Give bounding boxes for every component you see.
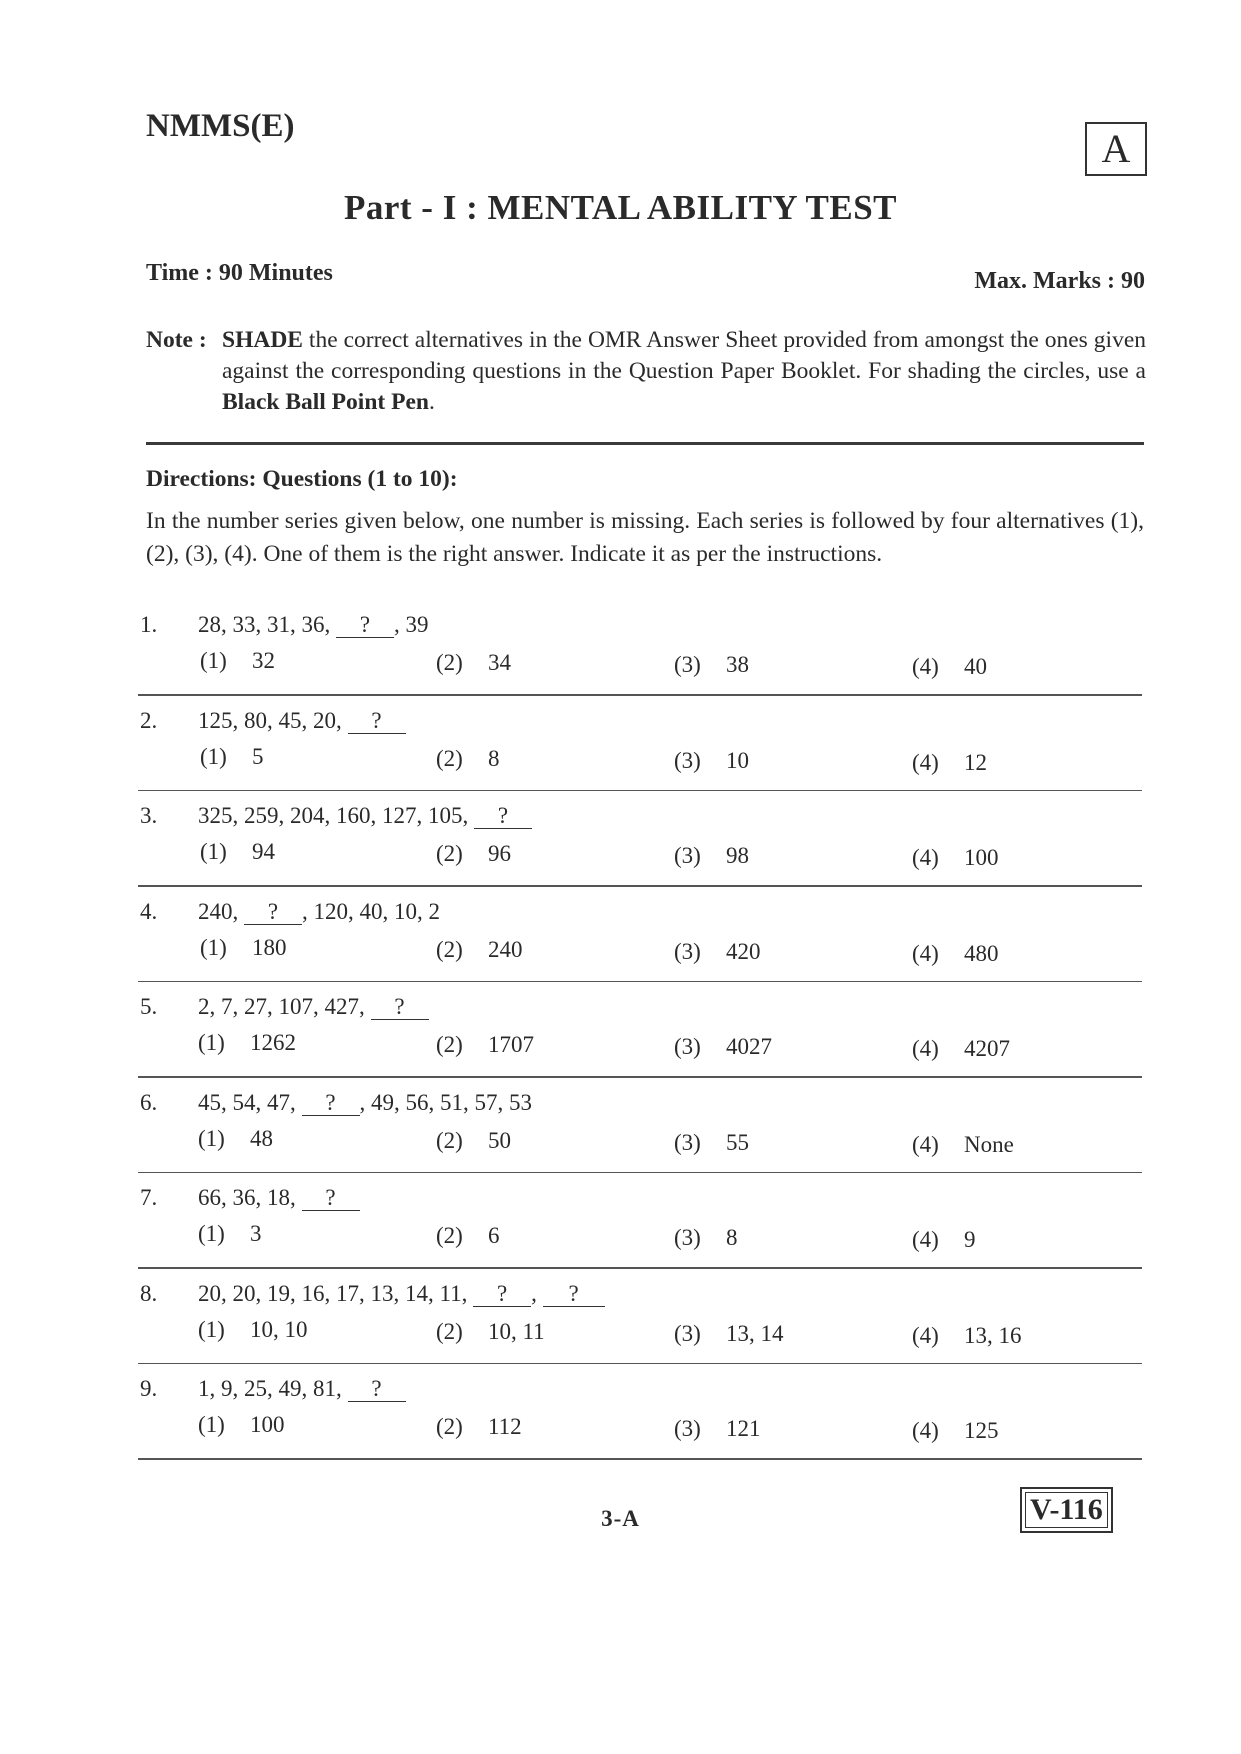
option-label: (1) [200,648,227,673]
option-3 [674,1416,761,1442]
option-value: 8 [726,1225,738,1250]
option-value: 40 [964,654,987,679]
question-divider [138,1363,1142,1365]
option-4 [912,1418,999,1444]
question-number: 3. [140,803,158,828]
option-value: 5 [252,743,264,769]
number-series [198,1185,360,1211]
series-text-after: , 120, 40, 10, 2 [302,898,440,924]
option-label: (1) [198,1412,225,1437]
option-1 [198,1412,285,1438]
option-label: (3) [674,652,701,677]
missing-term-blank: ? [302,1186,360,1211]
set-letter: A [1101,125,1131,171]
number-series [198,899,440,925]
option-value: 32 [252,648,275,673]
series-text: 20, 20, 19, 16, 17, 13, 14, 11, [198,1280,474,1306]
option-value: 96 [488,841,511,866]
question-number: 9. [140,1376,158,1401]
page-title: Part - I : MENTAL ABILITY TEST [343,188,898,227]
question-divider [138,790,1142,792]
missing-term-blank: ? [244,900,302,925]
option-3 [674,652,749,678]
version-code: V-116 [1020,1487,1113,1533]
question-item [138,1185,1142,1280]
question-item [138,1281,1142,1376]
option-label: (3) [674,747,701,773]
option-2 [436,1319,545,1345]
option-value: 94 [252,839,275,864]
option-label: (4) [912,1131,939,1157]
number-series [198,803,532,829]
option-label: (1) [200,743,227,769]
option-label: (2) [436,1318,463,1344]
option-label: (2) [436,745,463,771]
option-1 [200,744,264,770]
option-value: 4207 [964,1036,1010,1061]
option-value: 100 [250,1412,285,1437]
option-value: 180 [252,934,287,960]
option-value: 98 [726,843,749,868]
question-item [138,803,1142,898]
question-number: 4. [140,898,158,924]
option-value: 125 [964,1418,999,1443]
option-label: (1) [198,1125,225,1151]
option-4 [912,1227,976,1253]
series-text: 28, 33, 31, 36, [198,612,336,637]
option-3 [674,1321,784,1347]
missing-term-blank-2: ? [543,1282,605,1307]
option-4 [912,941,999,967]
option-label: (4) [912,1322,939,1348]
series-text: 66, 36, 18, [198,1185,302,1210]
missing-term-blank: ? [474,804,532,829]
question-divider [138,1267,1142,1269]
option-label: (3) [674,1225,701,1250]
option-3 [674,1130,749,1156]
series-text: 1, 9, 25, 49, 81, [198,1376,348,1401]
option-value: 420 [726,938,761,964]
option-3 [674,843,749,869]
option-label: (4) [912,749,939,775]
option-2 [436,1128,511,1154]
series-text-after: , [531,1280,543,1306]
question-item [138,1090,1142,1185]
note-bold-pen: Black Ball Point Pen [222,389,429,415]
missing-term-blank: ? [348,709,406,734]
option-value: 112 [488,1414,522,1439]
option-label: (2) [436,650,463,675]
option-3 [674,939,761,965]
option-1 [200,935,287,961]
option-1 [198,1317,308,1343]
option-label: (2) [436,936,463,962]
option-value: 10, 11 [488,1318,545,1344]
option-label: (3) [674,1416,701,1441]
missing-term-blank: ? [348,1377,406,1402]
option-4 [912,1323,1022,1349]
question-divider [138,1458,1142,1460]
missing-term-blank: ? [371,995,429,1020]
option-value: 13, 14 [726,1320,784,1346]
option-value: 3 [250,1221,262,1246]
option-3 [674,1034,772,1060]
page-number: 3-A [601,1506,640,1531]
option-2 [436,1032,534,1058]
number-series [198,1281,605,1307]
option-label: (4) [912,1036,939,1061]
note-text-2: . [428,389,435,415]
option-4 [912,1036,1010,1062]
option-value: 13, 16 [964,1322,1022,1348]
note-body [222,325,1146,418]
option-2 [436,841,511,867]
option-value: 50 [488,1127,511,1153]
option-label: (4) [912,654,939,679]
question-divider [138,981,1142,983]
option-1 [200,648,275,674]
series-text-after: , 49, 56, 51, 57, 53 [359,1089,532,1115]
option-label: (3) [674,843,701,868]
series-text: 325, 259, 204, 160, 127, 105, [198,803,474,828]
question-number: 7. [140,1185,158,1210]
question-number: 5. [140,994,158,1019]
option-2 [436,1223,500,1249]
option-value: 4027 [726,1034,772,1059]
option-2 [436,746,500,772]
max-marks-label: Max. Marks : 90 [974,268,1145,294]
question-number: 8. [140,1280,158,1306]
option-label: (3) [674,938,701,964]
option-label: (1) [198,1316,225,1342]
question-number: 6. [140,1089,158,1115]
option-3 [674,748,749,774]
number-series [198,1090,532,1116]
option-value: 10 [726,747,749,773]
question-number: 1. [140,612,158,637]
directions-heading: Directions: Questions (1 to 10): [146,466,458,492]
option-label: (1) [198,1030,225,1055]
option-label: (2) [436,1414,463,1439]
set-box [1085,122,1147,176]
number-series [198,708,406,734]
option-value: None [964,1131,1014,1157]
question-divider [138,885,1142,887]
question-item [138,1376,1142,1471]
option-value: 9 [964,1227,976,1252]
missing-term-blank: ? [473,1282,531,1307]
option-label: (2) [436,1032,463,1057]
question-item [138,612,1142,707]
option-4 [912,750,987,776]
missing-term-blank: ? [336,613,394,638]
option-2 [436,1414,522,1440]
option-label: (4) [912,1227,939,1252]
option-1 [198,1221,262,1247]
option-value: 100 [964,845,999,870]
exam-code: NMMS(E) [146,108,295,144]
directions-text: In the number series given below, one number is missing. Each series is followed by four alternatives (1), (2), (3), (4). One of them is the right answer. Indicate it as per the instructions. [146,508,1144,567]
option-label: (1) [200,934,227,960]
option-value: 1262 [250,1030,296,1055]
option-value: 8 [488,745,500,771]
option-label: (3) [674,1034,701,1059]
option-label: (1) [200,839,227,864]
number-series [198,994,429,1020]
option-4 [912,845,999,871]
series-text: 2, 7, 27, 107, 427, [198,994,371,1019]
option-2 [436,937,523,963]
option-value: 10, 10 [250,1316,308,1342]
option-label: (4) [912,940,939,966]
option-value: 1707 [488,1032,534,1057]
question-item [138,708,1142,803]
option-value: 480 [964,940,999,966]
option-2 [436,650,511,676]
question-divider [138,1076,1142,1078]
option-label: (4) [912,845,939,870]
option-label: (2) [436,841,463,866]
time-label: Time : 90 Minutes [146,260,333,286]
option-value: 48 [250,1125,273,1151]
number-series [198,1376,406,1402]
question-item [138,899,1142,994]
series-text: 125, 80, 45, 20, [198,707,348,733]
option-value: 6 [488,1223,500,1248]
note-label: Note : [146,327,207,353]
question-number: 2. [140,707,158,733]
option-value: 55 [726,1129,749,1155]
option-value: 240 [488,936,523,962]
option-1 [200,839,275,865]
number-series [198,612,429,638]
note-text-1: the correct alternatives in the OMR Answer Sheet provided from amongst the ones given against the corresponding questions in the Question Paper Booklet. For shading the circles, use a [222,327,1146,384]
option-value: 38 [726,652,749,677]
option-3 [674,1225,738,1251]
question-divider [138,694,1142,696]
missing-term-blank: ? [302,1091,360,1116]
option-1 [198,1030,296,1056]
note [146,325,1146,415]
option-4 [912,1132,1014,1158]
option-1 [198,1126,273,1152]
option-label: (3) [674,1129,701,1155]
option-value: 12 [964,749,987,775]
option-label: (4) [912,1418,939,1443]
question-item [138,994,1142,1089]
option-label: (1) [198,1221,225,1246]
series-text: 45, 54, 47, [198,1089,302,1115]
option-label: (3) [674,1320,701,1346]
option-value: 121 [726,1416,761,1441]
series-text-after: , 39 [394,612,429,637]
question-divider [138,1172,1142,1174]
note-bold-shade: SHADE [222,327,303,353]
option-label: (2) [436,1223,463,1248]
option-label: (2) [436,1127,463,1153]
series-text: 240, [198,898,244,924]
option-4 [912,654,987,680]
option-value: 34 [488,650,511,675]
divider [146,442,1144,445]
